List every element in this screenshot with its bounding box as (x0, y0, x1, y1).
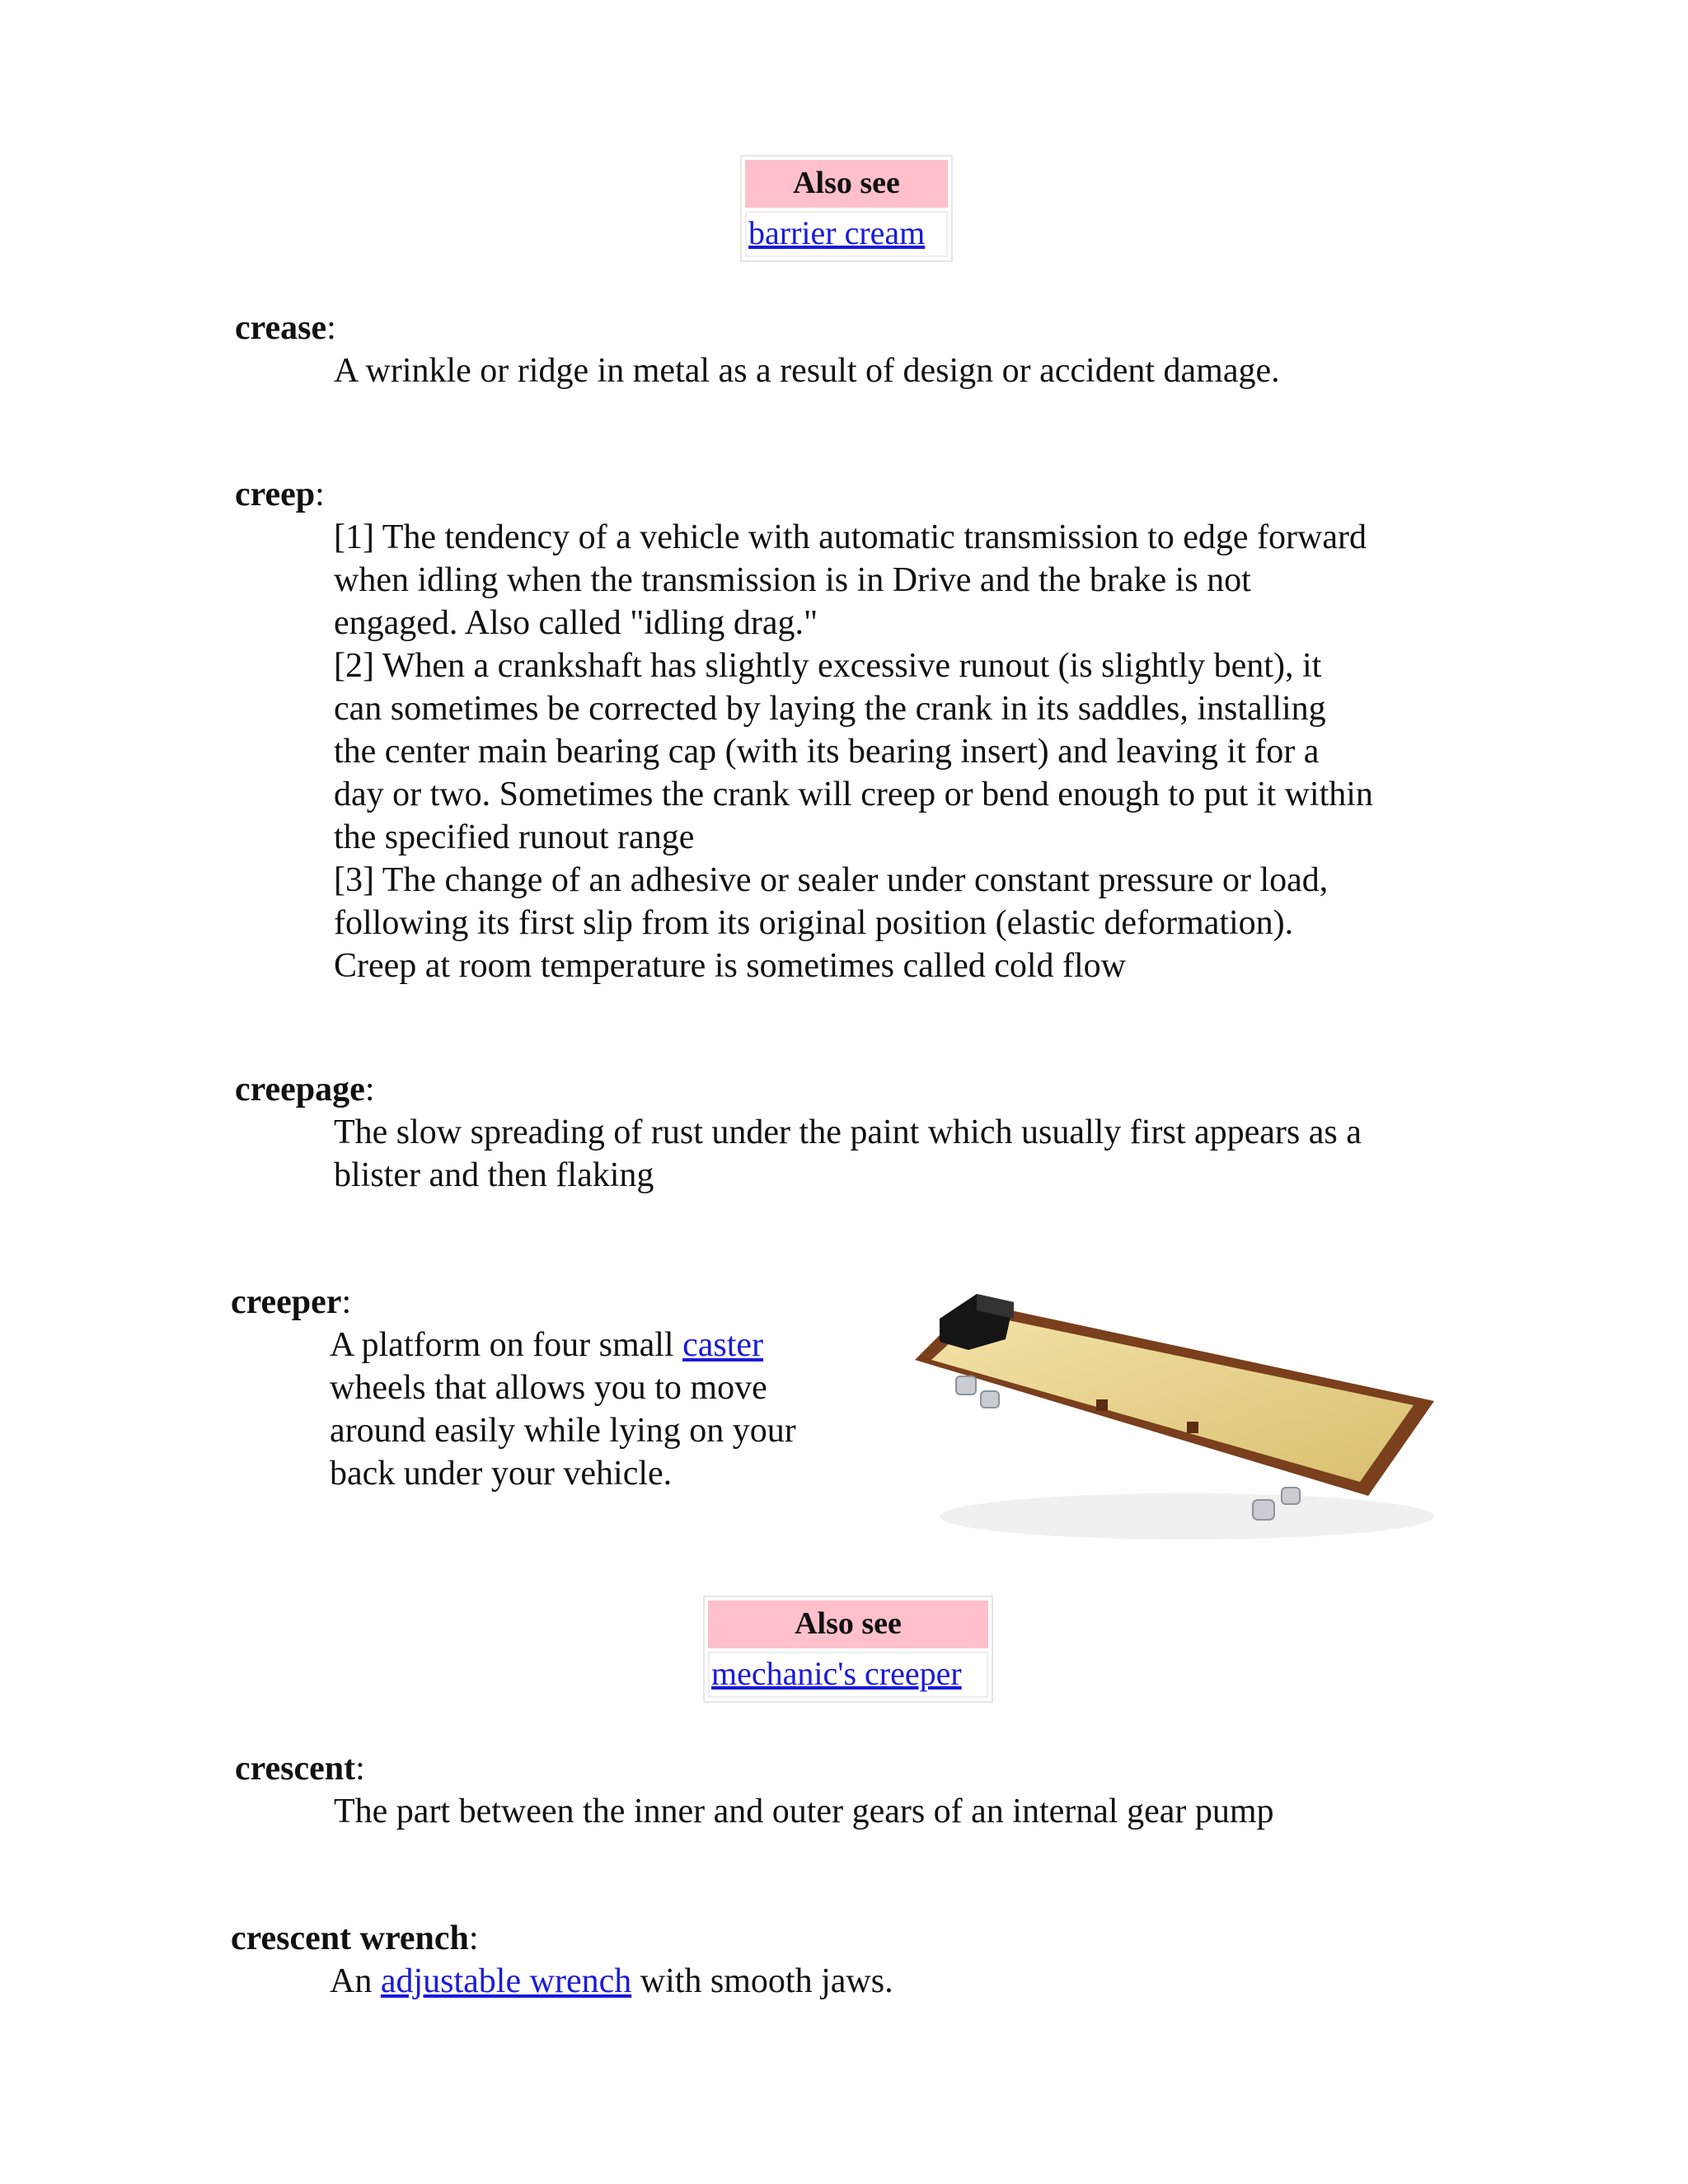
also-see-header: Also see (745, 160, 948, 208)
definition-creeper (330, 1324, 857, 1495)
term-crescent-label: crescent (235, 1750, 356, 1788)
definition-line: can sometimes be corrected by laying the crank in its saddles, installing (334, 690, 1326, 728)
definition-line: following its first slip from its original position (elastic deformation). (334, 904, 1294, 942)
caster-wheel (956, 1376, 976, 1394)
also-see-header: Also see (708, 1601, 988, 1648)
term-colon: : (355, 1750, 365, 1788)
definition-crescent-text: The part between the inner and outer gears of an internal gear pump (334, 1793, 1274, 1830)
leg-shape (1096, 1399, 1108, 1411)
adjustable-wrench-link[interactable]: adjustable wrench (380, 1962, 632, 2000)
definition-line: [3] The change of an adhesive or sealer under constant pressure or load, (334, 861, 1329, 899)
term-crease (235, 307, 336, 349)
definition-line: [2] When a crankshaft has slightly excessive runout (is slightly bent), it (334, 647, 1322, 685)
definition-crescent-wrench (330, 1960, 893, 2003)
term-creeper (231, 1281, 351, 1324)
definition-line: [1] The tendency of a vehicle with automatic transmission to edge forward (334, 518, 1367, 556)
barrier-cream-link[interactable]: barrier cream (748, 214, 926, 251)
term-colon: : (364, 1071, 375, 1108)
term-colon: : (341, 1283, 352, 1321)
definition-line (330, 1324, 857, 1366)
definition-text: A platform on four small (330, 1326, 683, 1364)
shadow-shape (940, 1493, 1434, 1540)
also-see-box-barrier-cream (740, 155, 953, 262)
mechanic-creeper-illustration (907, 1269, 1451, 1566)
term-crescent (235, 1747, 365, 1790)
term-crescent-wrench-label: crescent wrench (231, 1919, 469, 1957)
term-colon: : (315, 476, 325, 513)
definition-crease-text: A wrinkle or ridge in metal as a result of design or accident damage. (334, 352, 1280, 390)
definition-crease (334, 349, 1280, 392)
definition-line: Creep at room temperature is sometimes called cold flow (334, 947, 1127, 985)
term-creep-label: creep (235, 476, 316, 513)
term-crescent-wrench (231, 1917, 479, 1960)
also-see-cell (708, 1652, 988, 1698)
definition-text: with smooth jaws. (631, 1962, 893, 2000)
also-see-box-mechanics-creeper (703, 1596, 993, 1703)
leg-shape (1187, 1422, 1198, 1433)
definition-line: when idling when the transmission is in Drive and the brake is not (334, 561, 1251, 599)
definition-line: The slow spreading of rust under the paint which usually first appears as a (334, 1113, 1362, 1151)
definition-text: An (330, 1962, 381, 2000)
definition-line: wheels that allows you to move (330, 1369, 767, 1407)
definition-line: day or two. Sometimes the crank will creep or bend enough to put it within (334, 776, 1373, 813)
definition-crescent (334, 1790, 1274, 1833)
definition-line: the center main bearing cap (with its bearing insert) and leaving it for a (334, 733, 1320, 771)
term-colon: : (468, 1919, 479, 1957)
definition-line: around easily while lying on your (330, 1412, 796, 1450)
definition-line: blister and then flaking (334, 1156, 654, 1194)
mechanics-creeper-link[interactable]: mechanic's creeper (711, 1655, 962, 1692)
caster-wheel (1253, 1500, 1274, 1520)
definition-line: engaged. Also called "idling drag." (334, 604, 818, 642)
definition-line: back under your vehicle. (330, 1455, 673, 1493)
caster-wheel (981, 1391, 999, 1408)
term-creeper-label: creeper (231, 1283, 342, 1321)
definition-line (330, 1960, 893, 2003)
also-see-cell (745, 211, 948, 257)
definition-creepage (334, 1111, 1362, 1197)
caster-link[interactable]: caster (682, 1326, 764, 1364)
term-colon: : (326, 309, 336, 347)
caster-wheel (1282, 1488, 1300, 1504)
term-creepage (235, 1068, 374, 1111)
term-creepage-label: creepage (235, 1071, 365, 1108)
definition-creep (334, 516, 1373, 987)
definition-line: the specified runout range (334, 818, 695, 856)
term-crease-label: crease (235, 309, 327, 347)
term-creep (235, 473, 325, 516)
